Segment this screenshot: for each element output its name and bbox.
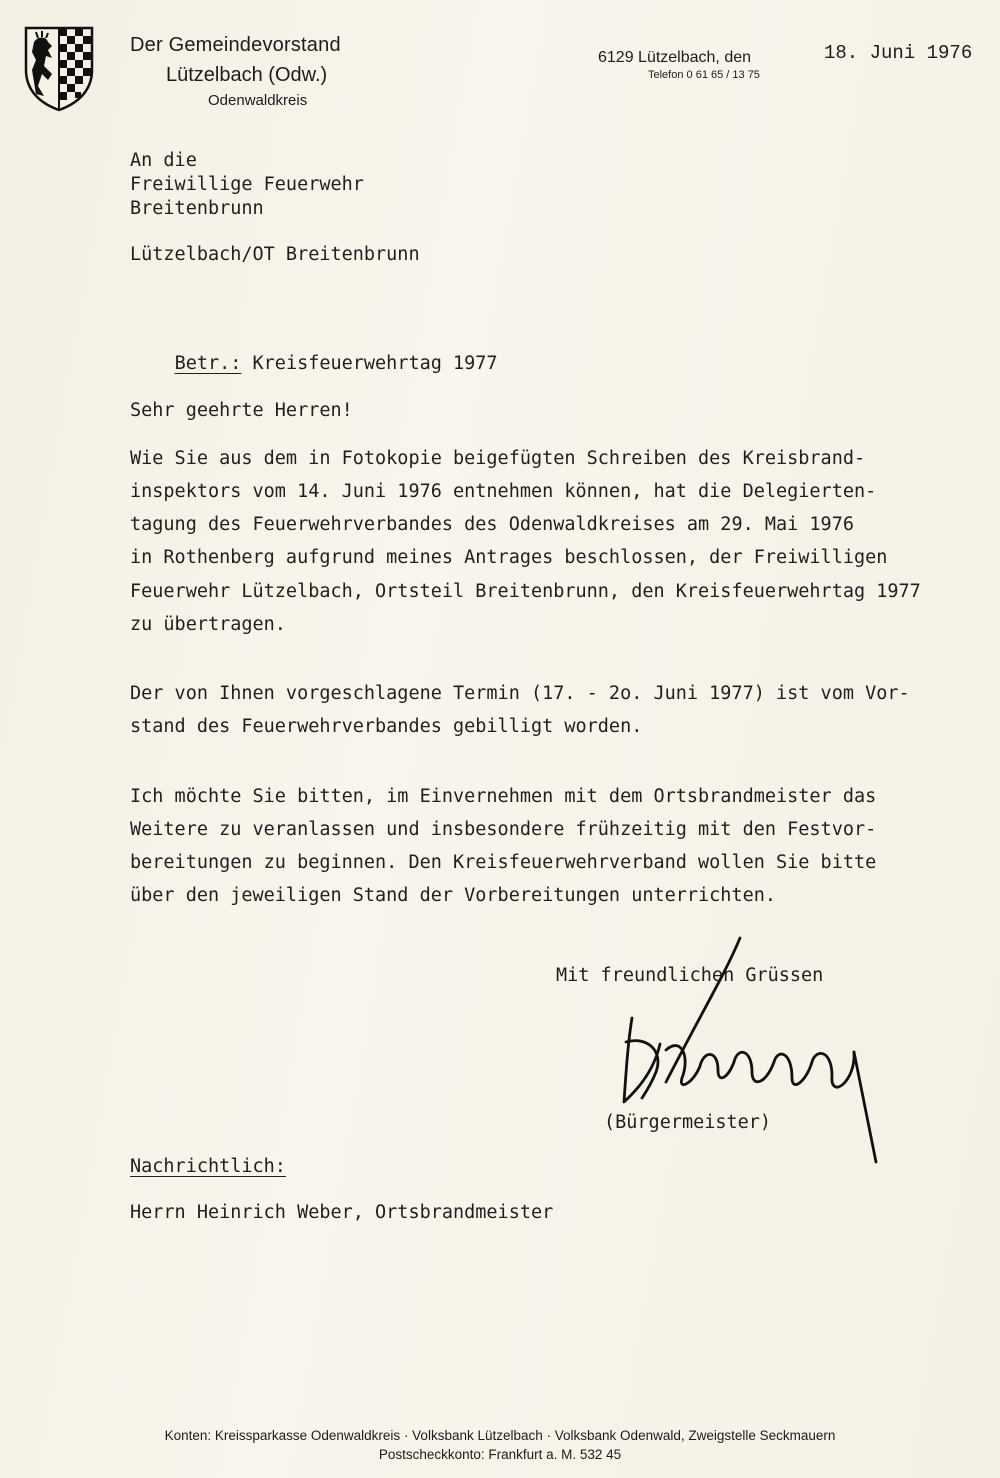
body-line: Der von Ihnen vorgeschlagene Termin (17. - 2o. Juni 1977) ist vom Vor- bbox=[130, 683, 910, 704]
org-municipality: Lützelbach (Odw.) bbox=[166, 64, 328, 86]
handwritten-signature bbox=[606, 932, 906, 1182]
body-line: über den jeweiligen Stand der Vorbereitungen unterrichten. bbox=[130, 885, 777, 906]
cc-label-text: Nachrichtlich: bbox=[130, 1156, 286, 1177]
footer-accounts: Konten: Kreissparkasse Odenwaldkreis · Volksbank Lützelbach · Volksbank Odenwald, Zweigstelle Seckmauern bbox=[164, 1428, 836, 1443]
letter-date: 18. Juni 1976 bbox=[824, 42, 973, 64]
body-line: Feuerwehr Lützelbach, Ortsteil Breitenbrunn, den Kreisfeuerwehrtag 1977 bbox=[130, 581, 921, 602]
coat-of-arms-icon bbox=[22, 24, 96, 112]
cc-recipient: Herrn Heinrich Weber, Ortsbrandmeister bbox=[130, 1202, 554, 1223]
subject-line bbox=[130, 332, 498, 395]
body-line: stand des Feuerwehrverbandes gebilligt worden. bbox=[130, 716, 643, 737]
body-line: in Rothenberg aufgrund meines Antrages beschlossen, der Freiwilligen bbox=[130, 547, 888, 568]
body-line: Wie Sie aus dem in Fotokopie beigefügten Schreiben des Kreisbrand- bbox=[130, 448, 866, 469]
closing: Mit freundlichen Grüssen bbox=[556, 965, 824, 986]
recipient-address: Lützelbach/OT Breitenbrunn bbox=[130, 244, 420, 265]
phone-number: Telefon 0 61 65 / 13 75 bbox=[648, 69, 760, 81]
body-line: Weitere zu veranlassen und insbesondere frühzeitig mit den Festvor- bbox=[130, 819, 877, 840]
recipient-line: Freiwillige Feuerwehr bbox=[130, 174, 364, 195]
body-line: bereitungen zu beginnen. Den Kreisfeuerwehrverband wollen Sie bitte bbox=[130, 852, 877, 873]
body-line: tagung des Feuerwehrverbandes des Odenwaldkreises am 29. Mai 1976 bbox=[130, 514, 854, 535]
subject-text: Kreisfeuerwehrtag 1977 bbox=[252, 353, 498, 374]
place-line: 6129 Lützelbach, den bbox=[598, 49, 752, 66]
letterhead bbox=[130, 32, 341, 112]
cc-label bbox=[130, 1156, 286, 1177]
body-line: zu übertragen. bbox=[130, 614, 286, 635]
signatory-title: (Bürgermeister) bbox=[604, 1112, 772, 1133]
body-line: inspektors vom 14. Juni 1976 entnehmen können, hat die Delegierten- bbox=[130, 481, 877, 502]
footer-postal-account: Postscheckkonto: Frankfurt a. M. 532 45 bbox=[378, 1447, 622, 1462]
org-district: Odenwaldkreis bbox=[208, 92, 308, 109]
body-line: Ich möchte Sie bitten, im Einvernehmen mit dem Ortsbrandmeister das bbox=[130, 786, 877, 807]
org-name: Der Gemeindevorstand bbox=[130, 34, 341, 56]
subject-label: Betr.: bbox=[174, 353, 242, 374]
recipient-line: An die bbox=[130, 150, 197, 171]
salutation: Sehr geehrte Herren! bbox=[130, 400, 353, 421]
recipient-line: Breitenbrunn bbox=[130, 198, 264, 219]
